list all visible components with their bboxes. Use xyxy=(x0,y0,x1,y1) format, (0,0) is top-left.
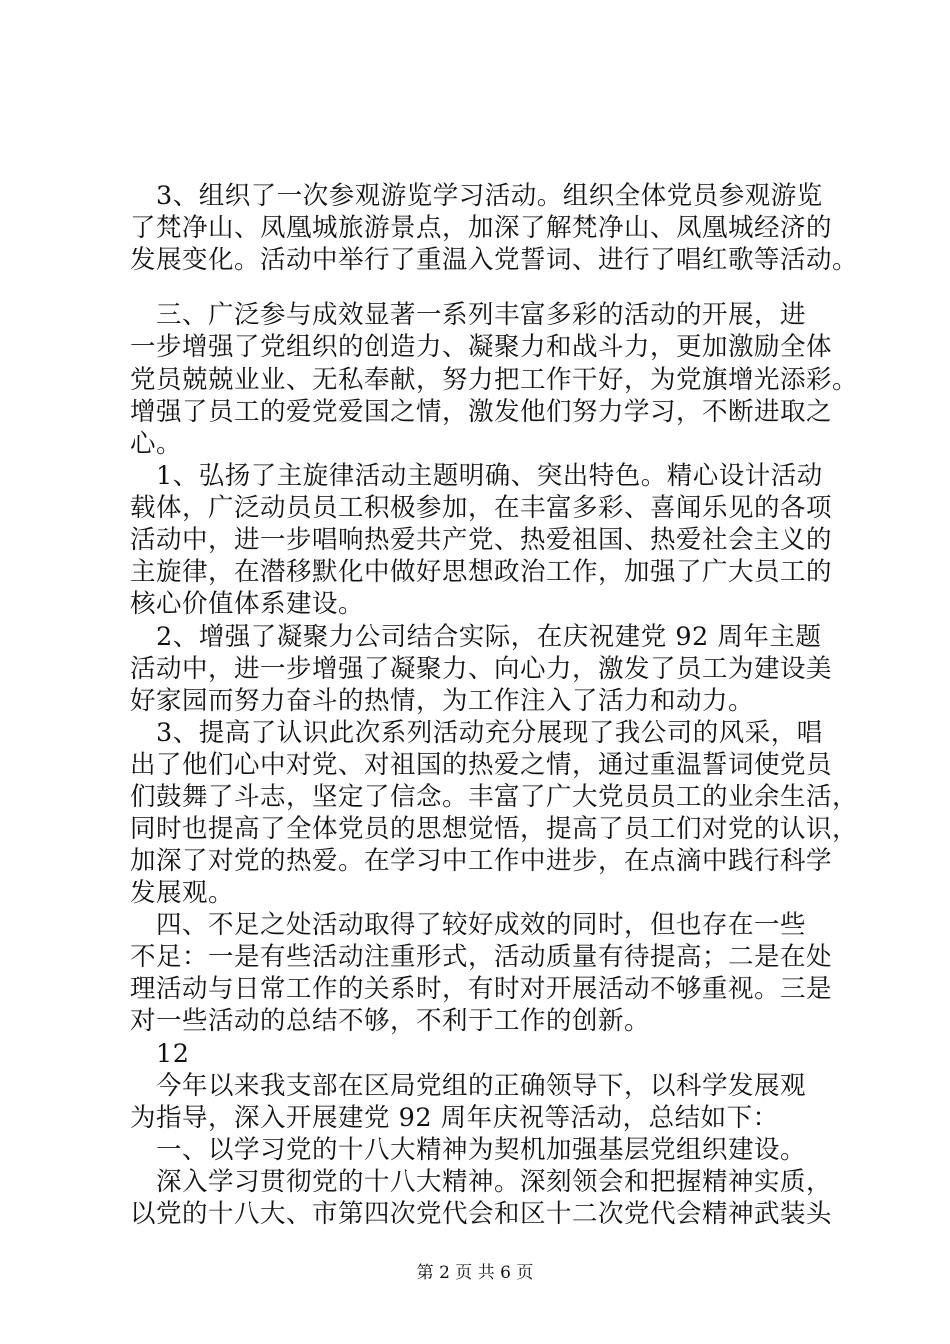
text-line: 1、弘扬了主旋律活动主题明确、突出特色。精心设计活动 xyxy=(130,461,823,491)
text-line: 党员兢兢业业、无私奉献，努力把工作干好，为党旗增光添彩。 xyxy=(130,365,859,395)
text-line: 核心价值体系建设。 xyxy=(130,589,365,619)
text-line: 发展观。 xyxy=(130,878,235,908)
text-line: 2、增强了凝聚力公司结合实际，在庆祝建党 92 周年主题 xyxy=(130,622,822,652)
text-line: 活动中，进一步唱响热爱共产党、热爱祖国、热爱社会主义的 xyxy=(130,525,833,555)
text-line: 理活动与日常工作的关系时，有时对开展活动不够重视。三是 xyxy=(130,974,833,1004)
text-line: 增强了员工的爱党爱国之情，激发他们努力学习，不断进取之 xyxy=(130,397,833,427)
text-line: 今年以来我支部在区局党组的正确领导下，以科学发展观 xyxy=(130,1071,807,1101)
text-line: 载体，广泛动员员工积极参加，在丰富多彩、喜闻乐见的各项 xyxy=(130,493,833,523)
text-line: 三、广泛参与成效显著一系列丰富多彩的活动的开展，进 xyxy=(130,300,807,330)
text-line: 心。 xyxy=(130,429,183,459)
text-line: 以党的十八大、市第四次党代会和区十二次党代会精神武装头 xyxy=(130,1199,833,1229)
text-line: 同时也提高了全体党员的思想觉悟，提高了员工们对党的认识， xyxy=(130,814,859,844)
page-footer: 第 2 页 共 6 页 xyxy=(416,1263,534,1283)
text-line: 3、提高了认识此次系列活动充分展现了我公司的风采，唱 xyxy=(130,718,823,748)
text-line: 了梵净山、凤凰城旅游景点，加深了解梵净山、凤凰城经济的 xyxy=(130,213,833,243)
text-line: 为指导，深入开展建党 92 周年庆祝等活动，总结如下： xyxy=(130,1103,779,1133)
text-line: 一步增强了党组织的创造力、凝聚力和战斗力，更加激励全体 xyxy=(130,332,833,362)
text-line: 好家园而努力奋斗的热情，为工作注入了活力和动力。 xyxy=(130,686,755,716)
text-line: 不足：一是有些活动注重形式，活动质量有待提高；二是在处 xyxy=(130,942,833,972)
text-line: 3、组织了一次参观游览学习活动。组织全体党员参观游览 xyxy=(130,181,823,211)
text-line: 一、以学习党的十八大精神为契机加强基层党组织建设。 xyxy=(130,1135,807,1165)
text-line: 深入学习贯彻党的十八大精神。深刻领会和把握精神实质， xyxy=(130,1167,833,1197)
text-line: 们鼓舞了斗志，坚定了信念。丰富了广大党员员工的业余生活， xyxy=(130,782,859,812)
text-line: 12 xyxy=(130,1039,190,1069)
text-line: 出了他们心中对党、对祖国的热爱之情，通过重温誓词使党员 xyxy=(130,750,833,780)
text-line: 发展变化。活动中举行了重温入党誓词、进行了唱红歌等活动。 xyxy=(130,245,859,275)
text-line: 加深了对党的热爱。在学习中工作中进步，在点滴中践行科学 xyxy=(130,846,833,876)
text-line: 主旋律，在潜移默化中做好思想政治工作，加强了广大员工的 xyxy=(130,557,833,587)
text-line: 对一些活动的总结不够，不利于工作的创新。 xyxy=(130,1006,651,1036)
text-line: 四、不足之处活动取得了较好成效的同时，但也存在一些 xyxy=(130,910,807,940)
text-line: 活动中，进一步增强了凝聚力、向心力，激发了员工为建设美 xyxy=(130,654,833,684)
